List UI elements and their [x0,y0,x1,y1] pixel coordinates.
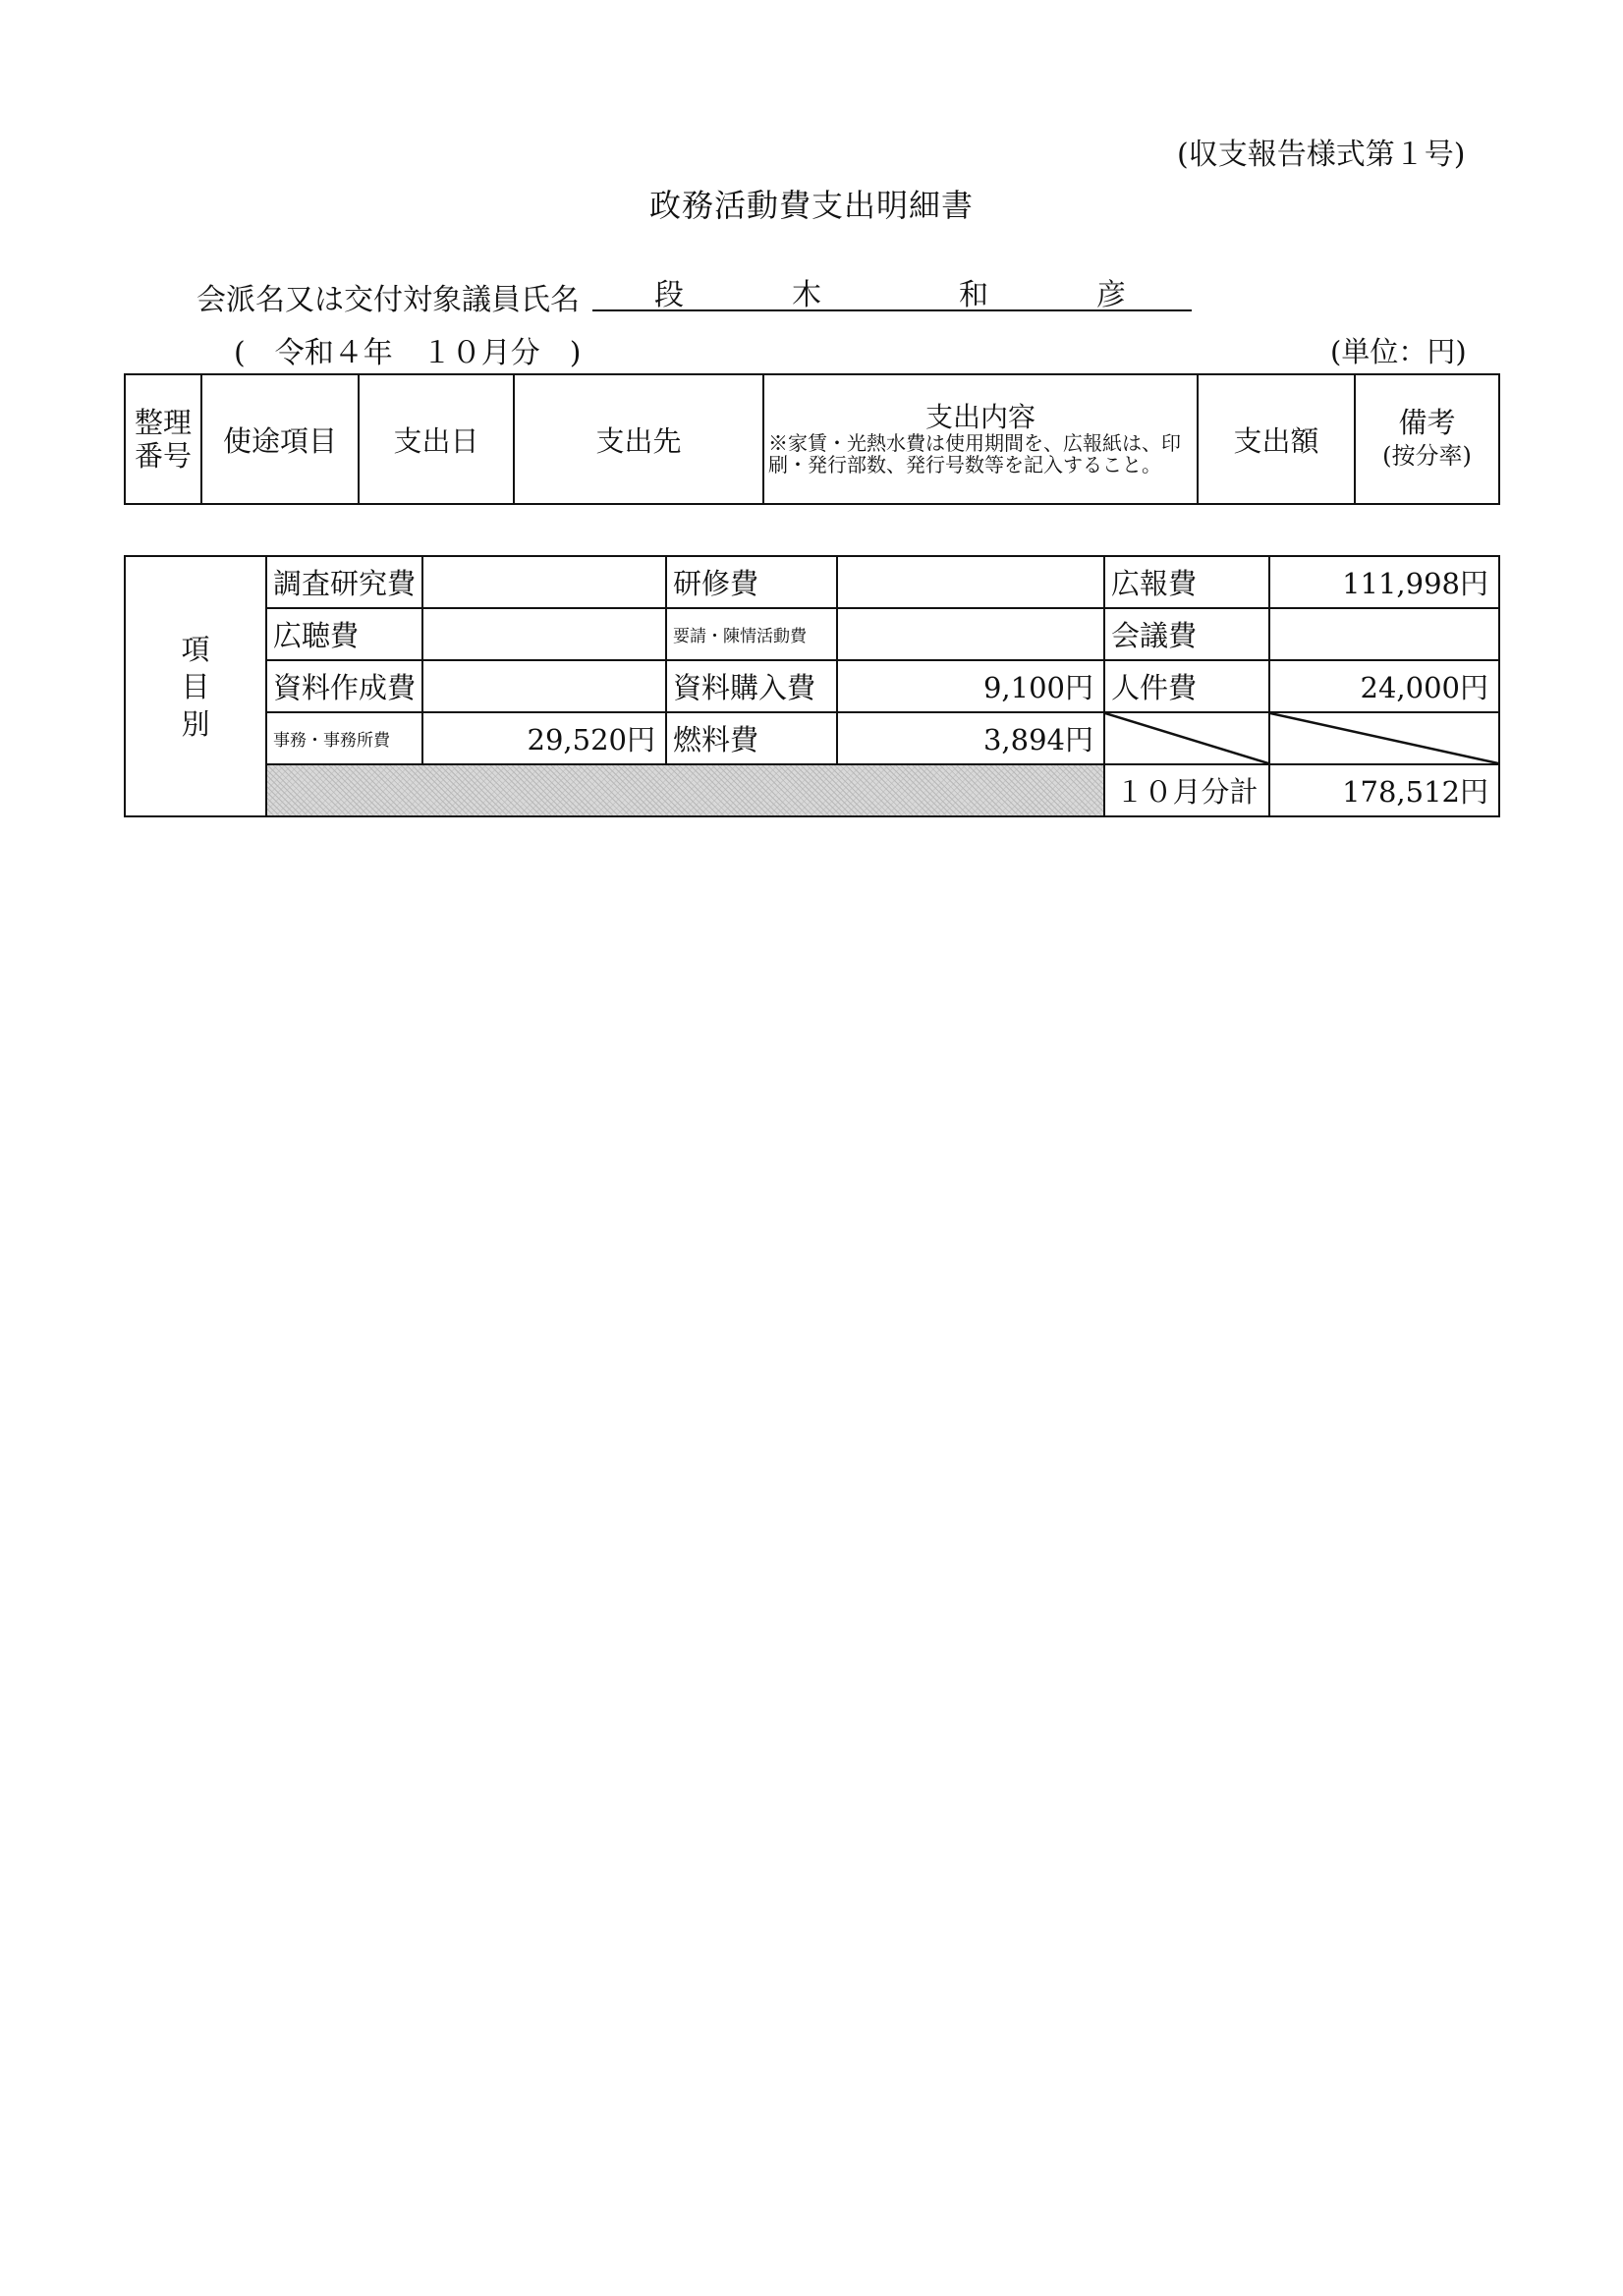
category-label: 要請・陳情活動費 [666,608,837,660]
category-amount [422,660,666,712]
report-period: ( 令和４年 １０月分 ) [234,336,582,370]
category-label: 広報費 [1104,556,1269,608]
detail-table-header [124,373,1500,505]
category-label: 調査研究費 [266,556,422,608]
category-amount: 111,998円 [1269,556,1499,608]
side-label-char: 目 [181,669,210,703]
total-amount: 178,512円 [1269,764,1499,816]
category-label: 資料作成費 [266,660,422,712]
category-label: 人件費 [1104,660,1269,712]
void-cell [1269,712,1499,764]
header-seiri-line2: 番号 [134,439,192,473]
category-amount: 9,100円 [837,660,1104,712]
category-amount: 24,000円 [1269,660,1499,712]
member-name-char: 彦 [1096,278,1126,312]
summary-table [124,555,1500,817]
header-bikou-title: 備考 [1398,406,1456,439]
category-label: 資料購入費 [666,660,837,712]
header-seiri-bango [125,374,201,504]
category-label: 会議費 [1104,608,1269,660]
header-shishutsu-bi: 支出日 [359,374,514,504]
page-title: 政務活動費支出明細書 [648,187,974,224]
header-shito-koumoku: 使途項目 [201,374,359,504]
header-bikou [1355,374,1499,504]
category-amount [837,608,1104,660]
category-amount [837,556,1104,608]
member-name [592,270,1192,311]
header-shishutsu-saki: 支出先 [514,374,763,504]
category-label: 研修費 [666,556,837,608]
unit-label: (単位：円) [1330,335,1467,368]
category-amount [422,608,666,660]
side-label-char: 別 [181,706,210,741]
member-name-char: 和 [959,278,988,312]
header-naiyou-title: 支出内容 [924,401,1035,433]
category-label: 広聴費 [266,608,422,660]
header-naiyou-note: ※家賃・光熱水費は使用期間を、広報紙は、印刷・発行部数、発行号数等を記入すること。 [768,431,1181,476]
void-cell [1104,712,1269,764]
header-bikou-sub: (按分率) [1382,442,1472,470]
category-label: 事務・事務所費 [266,712,422,764]
category-label: 燃料費 [666,712,837,764]
form-number: (収支報告様式第１号) [1177,138,1466,172]
category-amount: 3,894円 [837,712,1104,764]
shaded-area [266,764,1104,816]
header-seiri-line1: 整理 [134,406,192,439]
faction-label: 会派名又は交付対象議員氏名 [196,283,580,317]
member-name-char: 木 [792,278,821,312]
total-label: １０月分計 [1104,764,1269,816]
header-shishutsu-gaku: 支出額 [1198,374,1355,504]
category-amount [1269,608,1499,660]
member-name-char: 段 [654,278,684,312]
category-amount [422,556,666,608]
side-label-char: 項 [181,632,210,666]
category-amount: 29,520円 [422,712,666,764]
summary-side-label [125,556,266,816]
header-shishutsu-naiyou [763,374,1198,504]
